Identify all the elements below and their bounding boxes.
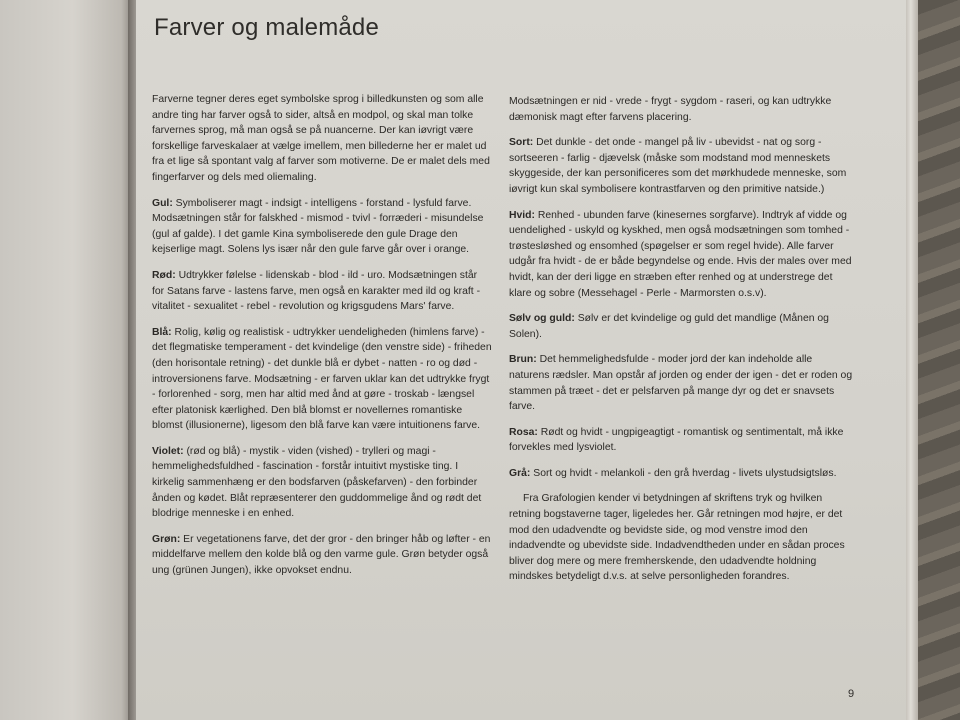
paragraph-grafologi: Fra Grafologien kender vi betydningen af skriftens tryk og hvilken retning bogstaverne tager, ligeledes her. Går retningen mod højre, er det mod den udadvendte og bevidste side, og mod venstre imod den indadvendte og ubevidste side. Indadvendtheden under en sådan proces bliver dog mere og mere fremherskende, den udadvendte holdning mindskes betydeligt d.v.s. at selve personligheden forandres. bbox=[509, 493, 845, 583]
paragraph-hvid: Hvid: Renhed - ubunden farve (kinesernes sorgfarve). Indtryk af vidde og uendelighed - uskyld og kyskhed, men også modsætningen som tomhed - trøstesløshed og ensomhed (spøgelser er som regel hvide). Alle farver udgår fra hvidt - de er både begyndelse og ende. Hvis der males over med hvidt, kan der deri ligge en stræben efter renhed og at understrege det klare og sobre (Messehagel - Perle - Marmorsten o.s.v). bbox=[509, 209, 852, 299]
color-term: Sølv og guld: bbox=[509, 313, 575, 325]
color-term: Rød: bbox=[152, 269, 176, 281]
color-term: Violet: bbox=[152, 445, 184, 457]
paragraph-rosa: Rosa: Rødt og hvidt - ungpigeagtigt - romantisk og sentimentalt, må ikke forvekles med lysviolet. bbox=[509, 426, 844, 454]
paragraph-gul: Gul: Symboliserer magt - indsigt - intelligens - forstand - lysfuld farve. Modsætningen står for falskhed - mismod - tvivl - forræderi - misundelse (gul af galde). I det gamle Kina symboliserede den gule Drage den kejserlige magt. Solens lys især når den gule farve går over i orange. bbox=[152, 197, 484, 256]
color-term: Hvid: bbox=[509, 209, 535, 221]
page-title: Farver og malemåde bbox=[154, 14, 380, 41]
color-term: Sort: bbox=[509, 137, 534, 149]
right-column bbox=[509, 94, 854, 595]
page-edge bbox=[906, 0, 918, 720]
paragraph: Modsætningen er nid - vrede - frygt - sygdom - raseri, og kan udtrykke dæmonisk magt efter farvens placering. bbox=[509, 96, 832, 123]
paragraph-gra: Grå: Sort og hvidt - melankoli - den grå hverdag - livets ulystudsigtsløs. bbox=[509, 467, 837, 479]
paragraph-gron: Grøn: Er vegetationens farve, det der gror - den bringer håb og løfter - en middelfarve mellem den kolde blå og den varme gule. Grøn betyder også ung (grünen Jungen), ikke opvokset endnu. bbox=[152, 533, 491, 577]
backdrop bbox=[918, 0, 960, 720]
paragraph-sort: Sort: Det dunkle - det onde - mangel på liv - ubevidst - nat og sorg - sortseeren - farlig - djævelsk (måske som modstand mod menneskets skyggeside, der kan personificeres som det mørkhudede menneske, som iøvrigt kun skal symbolisere kontrastfarven og den primitive natside.) bbox=[509, 137, 847, 195]
paragraph-bla: Blå: Rolig, kølig og realistisk - udtrykker uendeligheden (himlens farve) - det flegmatiske temperament - det kvindelige (den venstre side) - friheden (den horisontale retning) - det dunkle blå er dybet - natten - ro og død - introversionens farve. Modsætning - er farven uklar kan det udtrykke frygt - forlorenhed - sorg, men har altid med ånd at gøre - troskab - længsel efter platonisk kærlighed. Den blå blomst er novellernes romantiske blomst (illusionerne), ligesom den blå farve kan være intuitionens farve. bbox=[152, 326, 492, 432]
color-term: Gul: bbox=[152, 197, 173, 209]
page-number: 9 bbox=[848, 688, 855, 700]
paragraph-violet: Violet: (rød og blå) - mystik - viden (vished) - trylleri og magi - hemmelighedsfuldhed - fascination - forstår intuitivt mystiske ting. I kirkelig sammenhæng er den bodsfarven (påskefarven) - den forbinder ånden og kødet. Blåt repræsenterer den guddommelige ånd og rødt det blodrige menneske i en enhed. bbox=[152, 445, 482, 520]
facing-page bbox=[0, 0, 132, 720]
paragraph-rod: Rød: Udtrykker følelse - lidenskab - blod - ild - uro. Modsætningen står for Satans farve - lastens farve, men også en karakter med ild og kraft - vitalitet - sexualitet - rebel - revolution og krigsgudens Mars' farve. bbox=[152, 269, 481, 313]
color-term: Brun: bbox=[509, 354, 537, 366]
color-term: Grøn: bbox=[152, 533, 181, 545]
paragraph-solv-guld: Sølv og guld: Sølv er det kvindelige og guld det mandlige (Månen og Solen). bbox=[509, 313, 829, 340]
color-term: Blå: bbox=[152, 326, 172, 338]
left-column bbox=[152, 92, 492, 589]
book-page bbox=[136, 0, 906, 720]
color-term: Grå: bbox=[509, 467, 531, 479]
color-term: Rosa: bbox=[509, 426, 538, 438]
paragraph-brun: Brun: Det hemmelighedsfulde - moder jord der kan indeholde alle naturens rædsler. Man opstår af jorden og ender der igen - det er roden og stammen på træet - det er pelsfarven på mange dyr og det er snavsets farve. bbox=[509, 354, 853, 413]
paragraph: Farverne tegner deres eget symbolske sprog i billedkunsten og som alle andre ting har farver også to sider, altså en modpol, og skal man tolke farvernes sprog, må man også se på nuancerne. Der kan iøvrigt være forskellige farveskalaer at vælge imellem, men billederne her er malet ud fra et lige så spontant valg af farver som motiverne. De er malet dels med fingerfarver og dels med oliemaling. bbox=[152, 94, 490, 183]
